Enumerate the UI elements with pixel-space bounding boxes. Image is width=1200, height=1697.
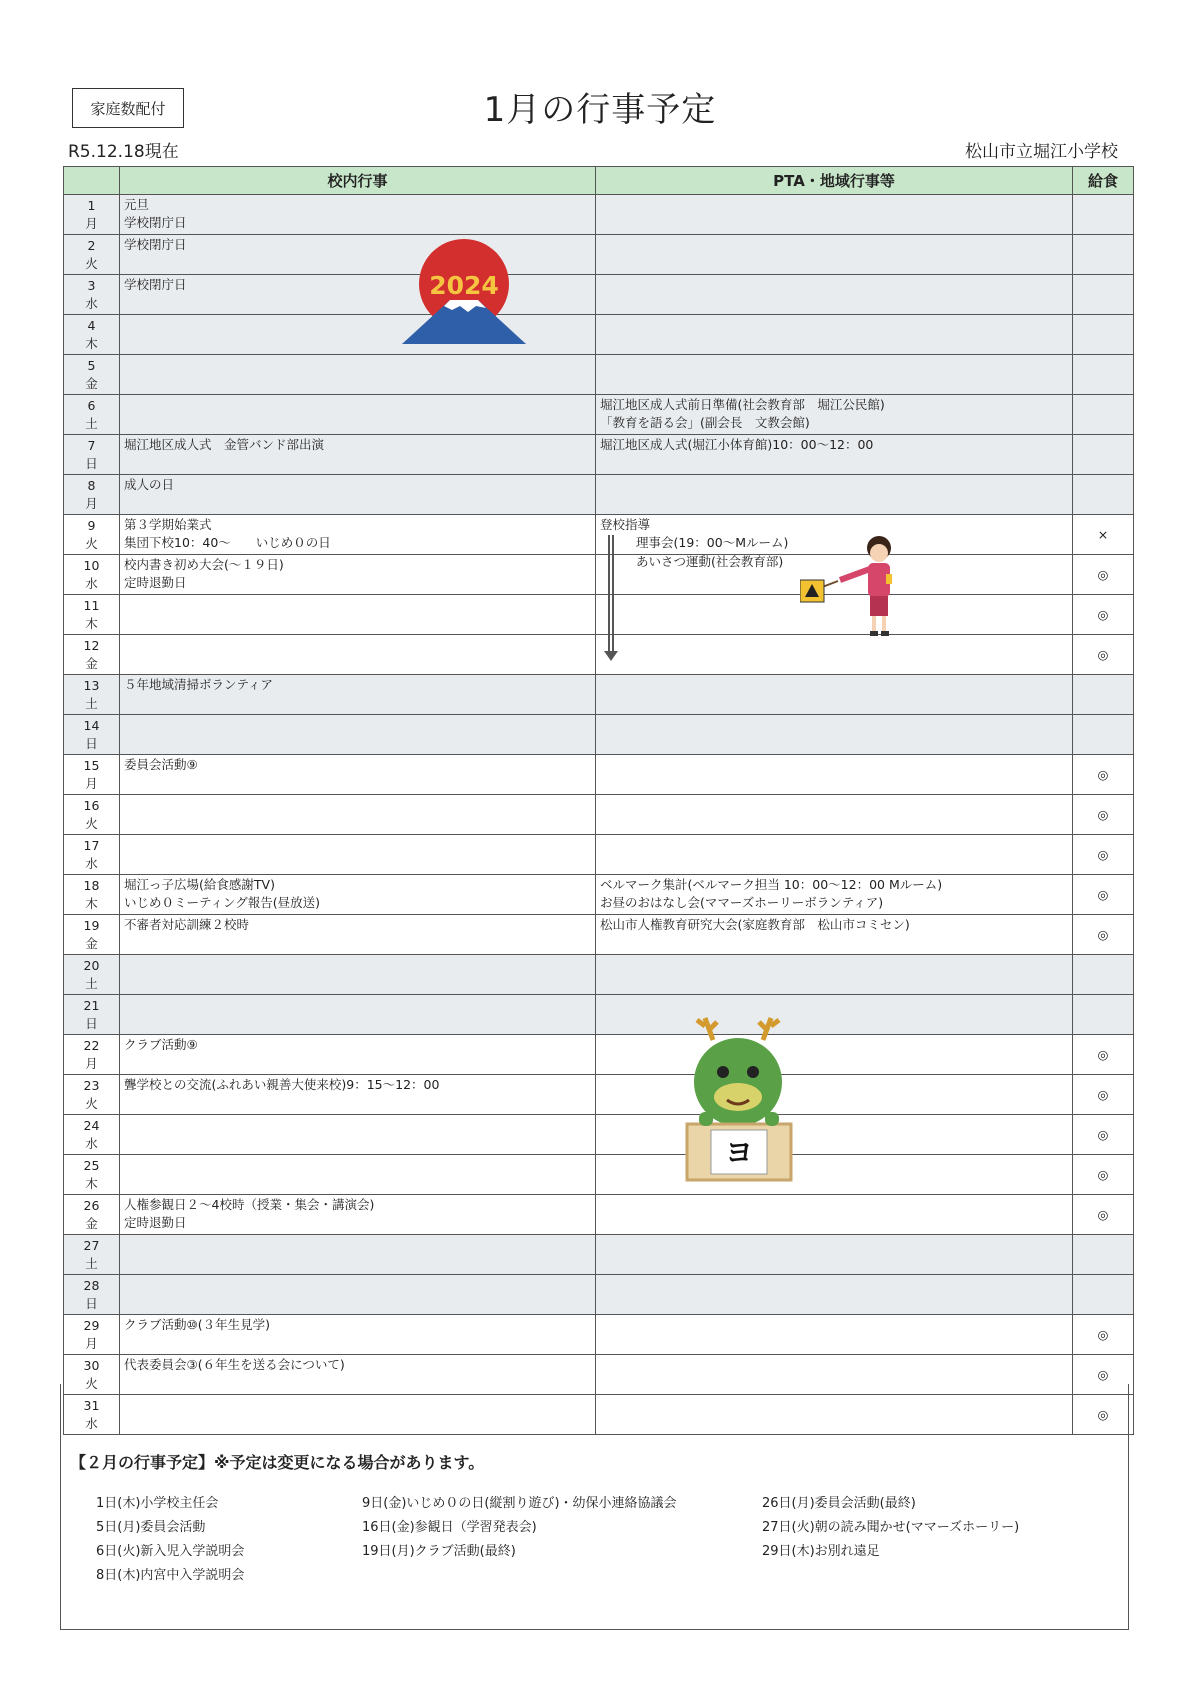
school-event: 聾学校との交流(ふれあい親善大使来校)9：15～12：00 — [124, 1077, 440, 1092]
feb-event: 16日(金)参観日（学習発表会) — [362, 1520, 537, 1535]
as-of-date: R5.12.18現在 — [68, 142, 179, 162]
pta-event-cell — [596, 355, 1073, 395]
table-row — [64, 235, 1134, 275]
table-row — [64, 875, 1134, 915]
school-event: クラブ活動⑩(３年生見学) — [124, 1317, 270, 1332]
day-number: 14 — [83, 718, 100, 733]
school-event: クラブ活動⑨ — [124, 1037, 198, 1052]
table-header-row — [64, 167, 1134, 195]
pta-event-cell — [596, 1235, 1073, 1275]
school-event: 元旦 — [124, 197, 150, 212]
feb-event: 19日(月)クラブ活動(最終) — [362, 1544, 516, 1559]
pta-event-cell — [596, 795, 1073, 835]
school-event-cell — [120, 835, 596, 875]
school-event: 不審者対応訓練２校時 — [124, 917, 250, 932]
pta-events-header: PTA・地域行事等 — [596, 167, 1073, 195]
lunch-cell — [1073, 1275, 1134, 1315]
school-event-cell — [120, 915, 596, 955]
school-event: 堀江地区成人式 金管バンド部出演 — [124, 437, 325, 452]
school-event-cell — [120, 1195, 596, 1235]
table-row — [64, 995, 1134, 1035]
lunch-cell — [1073, 275, 1134, 315]
day-cell — [64, 475, 120, 515]
weekday-label: 月 — [85, 1056, 98, 1071]
lunch-cell — [1073, 195, 1134, 235]
day-number: 17 — [83, 838, 100, 853]
lunch-cell: ◎ — [1073, 835, 1134, 875]
pta-event-cell — [596, 995, 1073, 1035]
day-number: 31 — [83, 1398, 100, 1413]
school-event: 委員会活動⑨ — [124, 757, 198, 772]
weekday-label: 金 — [85, 936, 98, 951]
day-cell — [64, 795, 120, 835]
weekday-label: 火 — [85, 816, 98, 831]
lunch-cell — [1073, 435, 1134, 475]
day-number: 26 — [83, 1198, 100, 1213]
school-event-cell — [120, 195, 596, 235]
table-row — [64, 275, 1134, 315]
day-cell — [64, 275, 120, 315]
day-cell — [64, 435, 120, 475]
weekday-label: 月 — [85, 216, 98, 231]
pta-event: 堀江地区成人式前日準備(社会教育部 堀江公民館) — [600, 397, 885, 412]
weekday-label: 土 — [85, 416, 98, 431]
day-cell — [64, 1275, 120, 1315]
day-number: 25 — [83, 1158, 100, 1173]
lunch-cell: ◎ — [1073, 1115, 1134, 1155]
table-row — [64, 835, 1134, 875]
lunch-cell: ◎ — [1073, 875, 1134, 915]
pta-event-cell — [596, 675, 1073, 715]
school-event-cell — [120, 1155, 596, 1195]
school-name: 松山市立堀江小学校 — [965, 142, 1118, 162]
weekday-label: 火 — [85, 256, 98, 271]
weekday-label: 土 — [85, 696, 98, 711]
weekday-label: 火 — [85, 1376, 98, 1391]
day-number: 2 — [87, 238, 96, 253]
day-column-header — [64, 167, 120, 195]
feb-event: 8日(木)内宮中入学説明会 — [96, 1568, 245, 1583]
day-number: 10 — [83, 558, 100, 573]
lunch-cell — [1073, 995, 1134, 1035]
feb-event: 9日(金)いじめ０の日(縦割り遊び)・幼保小連絡協議会 — [362, 1496, 677, 1511]
day-number: 18 — [83, 878, 100, 893]
school-event-cell — [120, 1075, 596, 1115]
table-row — [64, 315, 1134, 355]
day-number: 6 — [87, 398, 96, 413]
table-row — [64, 1035, 1134, 1075]
weekday-label: 金 — [85, 1216, 98, 1231]
feb-event: 6日(火)新入児入学説明会 — [96, 1544, 245, 1559]
table-row — [64, 635, 1134, 675]
table-row — [64, 1195, 1134, 1235]
weekday-label: 月 — [85, 776, 98, 791]
table-row — [64, 1155, 1134, 1195]
pta-event: お昼のおはなし会(ママーズホーリーボランティア) — [600, 895, 884, 910]
school-event: ５年地域清掃ボランティア — [124, 677, 274, 692]
day-number: 23 — [83, 1078, 100, 1093]
table-row — [64, 1275, 1134, 1315]
school-event-cell — [120, 995, 596, 1035]
weekday-label: 月 — [85, 496, 98, 511]
feb-event: 26日(月)委員会活動(最終) — [762, 1496, 916, 1511]
weekday-label: 土 — [85, 1256, 98, 1271]
weekday-label: 水 — [85, 1136, 98, 1151]
day-number: 28 — [83, 1278, 100, 1293]
table-row — [64, 955, 1134, 995]
school-event: 集団下校10：40～ いじめ０の日 — [124, 535, 331, 550]
day-cell — [64, 875, 120, 915]
lunch-cell — [1073, 955, 1134, 995]
day-cell — [64, 1115, 120, 1155]
lunch-cell: ◎ — [1073, 1035, 1134, 1075]
school-event-cell — [120, 1235, 596, 1275]
table-row — [64, 1315, 1134, 1355]
pta-note: 理事会(19：00～Mルーム) — [636, 535, 789, 550]
table-row — [64, 1235, 1134, 1275]
day-number: 27 — [83, 1238, 100, 1253]
school-event-cell — [120, 595, 596, 635]
school-event: 堀江っ子広場(給食感謝TV) — [124, 877, 275, 892]
weekday-label: 水 — [85, 1416, 98, 1431]
day-cell — [64, 595, 120, 635]
day-cell — [64, 395, 120, 435]
weekday-label: 金 — [85, 656, 98, 671]
day-number: 21 — [83, 998, 100, 1013]
lunch-cell — [1073, 235, 1134, 275]
day-number: 22 — [83, 1038, 100, 1053]
day-cell — [64, 1195, 120, 1235]
school-event: いじめ０ミーティング報告(昼放送) — [124, 895, 321, 910]
pta-event-cell — [596, 475, 1073, 515]
day-number: 16 — [83, 798, 100, 813]
pta-event-cell — [596, 1275, 1073, 1315]
pta-event-cell — [596, 955, 1073, 995]
weekday-label: 火 — [85, 536, 98, 551]
lunch-cell — [1073, 675, 1134, 715]
dragon-calligraphy-illustration — [683, 1012, 795, 1184]
day-cell — [64, 1235, 120, 1275]
pta-event-cell — [596, 1075, 1073, 1115]
pta-event-cell — [596, 835, 1073, 875]
weekday-label: 日 — [85, 456, 98, 471]
pta-event-cell — [596, 1115, 1073, 1155]
school-event: 学校閉庁日 — [124, 215, 187, 230]
pta-event-cell — [596, 1155, 1073, 1195]
school-event-cell — [120, 755, 596, 795]
school-event-cell — [120, 1115, 596, 1155]
day-cell — [64, 755, 120, 795]
weekday-label: 金 — [85, 376, 98, 391]
weekday-label: 日 — [85, 1296, 98, 1311]
pta-note: あいさつ運動(社会教育部) — [636, 554, 784, 569]
day-cell — [64, 835, 120, 875]
weekday-label: 木 — [85, 616, 98, 631]
february-column-2 — [362, 1492, 677, 1564]
table-row — [64, 675, 1134, 715]
pta-event-cell — [596, 875, 1073, 915]
day-number: 9 — [87, 518, 96, 533]
pta-event-cell — [596, 395, 1073, 435]
school-event: 学校閉庁日 — [124, 237, 187, 252]
pta-event-cell — [596, 235, 1073, 275]
february-column-3 — [762, 1492, 1019, 1564]
weekday-label: 月 — [85, 1336, 98, 1351]
day-number: 11 — [83, 598, 100, 613]
day-cell — [64, 555, 120, 595]
pta-event-cell — [596, 1195, 1073, 1235]
day-cell — [64, 1075, 120, 1115]
day-cell — [64, 195, 120, 235]
february-column-1 — [96, 1492, 244, 1588]
pta-event: 「教育を語る会」(副会長 文教会館) — [600, 415, 810, 430]
pta-event-cell — [596, 195, 1073, 235]
lunch-cell: ◎ — [1073, 1075, 1134, 1115]
day-number: 4 — [87, 318, 96, 333]
day-cell — [64, 355, 120, 395]
school-event: 定時退勤日 — [124, 1215, 187, 1230]
day-number: 8 — [87, 478, 96, 493]
school-event-cell — [120, 675, 596, 715]
pta-event-cell — [596, 715, 1073, 755]
table-row — [64, 395, 1134, 435]
lunch-header: 給食 — [1073, 167, 1134, 195]
day-cell — [64, 995, 120, 1035]
school-event-cell — [120, 1315, 596, 1355]
crossing-guard-woman-illustration — [800, 534, 910, 640]
february-heading: 【２月の行事予定】※予定は変更になる場合があります。 — [70, 1453, 485, 1472]
pta-event: 堀江地区成人式(堀江小体育館)10：00～12：00 — [600, 437, 874, 452]
lunch-cell — [1073, 475, 1134, 515]
lunch-cell: ◎ — [1073, 755, 1134, 795]
lunch-cell — [1073, 355, 1134, 395]
pta-event-cell — [596, 1315, 1073, 1355]
day-number: 3 — [87, 278, 96, 293]
pta-event-cell — [596, 435, 1073, 475]
school-event-cell — [120, 635, 596, 675]
pta-event-cell — [596, 755, 1073, 795]
day-cell — [64, 1315, 120, 1355]
weekday-label: 水 — [85, 576, 98, 591]
weekday-label: 日 — [85, 736, 98, 751]
feb-event: 5日(月)委員会活動 — [96, 1520, 206, 1535]
weekday-label: 木 — [85, 896, 98, 911]
day-number: 5 — [87, 358, 96, 373]
table-row — [64, 1115, 1134, 1155]
table-row — [64, 435, 1134, 475]
school-event-cell — [120, 955, 596, 995]
lunch-cell: ◎ — [1073, 795, 1134, 835]
lunch-cell: ◎ — [1073, 1355, 1134, 1395]
year-2024-text: 2024 — [429, 271, 499, 300]
lunch-cell: ◎ — [1073, 1395, 1134, 1435]
page-title: 1月の行事予定 — [483, 90, 717, 130]
school-event-cell — [120, 1035, 596, 1075]
table-row — [64, 1075, 1134, 1115]
lunch-cell: ◎ — [1073, 555, 1134, 595]
lunch-cell: ◎ — [1073, 1195, 1134, 1235]
table-row — [64, 915, 1134, 955]
day-number: 24 — [83, 1118, 100, 1133]
schedule-body — [64, 195, 1134, 1435]
school-event-cell — [120, 435, 596, 475]
table-row — [64, 795, 1134, 835]
day-cell — [64, 955, 120, 995]
school-event: 学校閉庁日 — [124, 277, 187, 292]
school-event-cell — [120, 555, 596, 595]
day-number: 19 — [83, 918, 100, 933]
school-event: 代表委員会③(６年生を送る会について) — [124, 1357, 345, 1372]
lunch-cell: ◎ — [1073, 1315, 1134, 1355]
weekday-label: 土 — [85, 976, 98, 991]
table-row — [64, 355, 1134, 395]
lunch-cell — [1073, 715, 1134, 755]
pta-event-cell — [596, 275, 1073, 315]
feb-event: 27日(火)朝の読み聞かせ(ママーズホーリー) — [762, 1520, 1020, 1535]
school-event-cell — [120, 1275, 596, 1315]
lunch-cell — [1073, 1235, 1134, 1275]
feb-event: 1日(木)小学校主任会 — [96, 1496, 219, 1511]
school-event: 定時退勤日 — [124, 575, 187, 590]
lunch-cell: ◎ — [1073, 1155, 1134, 1195]
school-event-cell — [120, 515, 596, 555]
table-row — [64, 195, 1134, 235]
day-cell — [64, 1155, 120, 1195]
table-row — [64, 715, 1134, 755]
day-number: 15 — [83, 758, 100, 773]
day-number: 30 — [83, 1358, 100, 1373]
weekday-label: 火 — [85, 1096, 98, 1111]
lunch-cell — [1073, 395, 1134, 435]
weekday-label: 水 — [85, 296, 98, 311]
table-row — [64, 755, 1134, 795]
day-cell — [64, 235, 120, 275]
pta-event-cell — [596, 915, 1073, 955]
svg-text:ヨ: ヨ — [724, 1136, 754, 1169]
day-cell — [64, 915, 120, 955]
weekday-label: 水 — [85, 856, 98, 871]
day-cell — [64, 515, 120, 555]
weekday-label: 木 — [85, 1176, 98, 1191]
school-event: 成人の日 — [124, 477, 175, 492]
school-event: 校内書き初め大会(～１９日) — [124, 557, 284, 572]
pta-event: 登校指導 — [600, 517, 651, 532]
day-number: 13 — [83, 678, 100, 693]
day-number: 20 — [83, 958, 100, 973]
school-event-cell — [120, 355, 596, 395]
school-event-cell — [120, 795, 596, 835]
table-row — [64, 515, 1134, 555]
feb-event: 29日(木)お別れ遠足 — [762, 1544, 880, 1559]
day-number: 7 — [87, 438, 96, 453]
lunch-cell: × — [1073, 515, 1134, 555]
pta-event-cell — [596, 315, 1073, 355]
pta-event: 松山市人権教育研究大会(家庭教育部 松山市コミセン) — [600, 917, 910, 932]
day-cell — [64, 675, 120, 715]
school-event-cell — [120, 715, 596, 755]
day-cell — [64, 635, 120, 675]
school-event-cell — [120, 395, 596, 435]
weekday-label: 日 — [85, 1016, 98, 1031]
lunch-cell — [1073, 315, 1134, 355]
schedule-table — [63, 166, 1134, 1435]
pta-event-cell — [596, 635, 1073, 675]
pta-event-cell — [596, 1035, 1073, 1075]
table-row — [64, 555, 1134, 595]
table-row — [64, 475, 1134, 515]
day-number: 29 — [83, 1318, 100, 1333]
lunch-cell: ◎ — [1073, 915, 1134, 955]
mount-fuji-2024-illustration — [400, 232, 530, 347]
school-event-cell — [120, 875, 596, 915]
pta-event: ベルマーク集計(ベルマーク担当 10：00～12：00 Mルーム) — [600, 877, 943, 892]
school-event-cell — [120, 475, 596, 515]
school-events-header: 校内行事 — [120, 167, 596, 195]
distribution-badge: 家庭数配付 — [72, 88, 184, 128]
day-cell — [64, 315, 120, 355]
day-cell — [64, 1035, 120, 1075]
school-event: 人権参観日２～4校時（授業・集会・講演会) — [124, 1197, 375, 1212]
school-event: 第３学期始業式 — [124, 517, 212, 532]
day-cell — [64, 715, 120, 755]
day-number: 12 — [83, 638, 100, 653]
weekday-label: 木 — [85, 336, 98, 351]
lunch-cell: ◎ — [1073, 595, 1134, 635]
lunch-cell: ◎ — [1073, 635, 1134, 675]
day-number: 1 — [87, 198, 96, 213]
table-row — [64, 595, 1134, 635]
